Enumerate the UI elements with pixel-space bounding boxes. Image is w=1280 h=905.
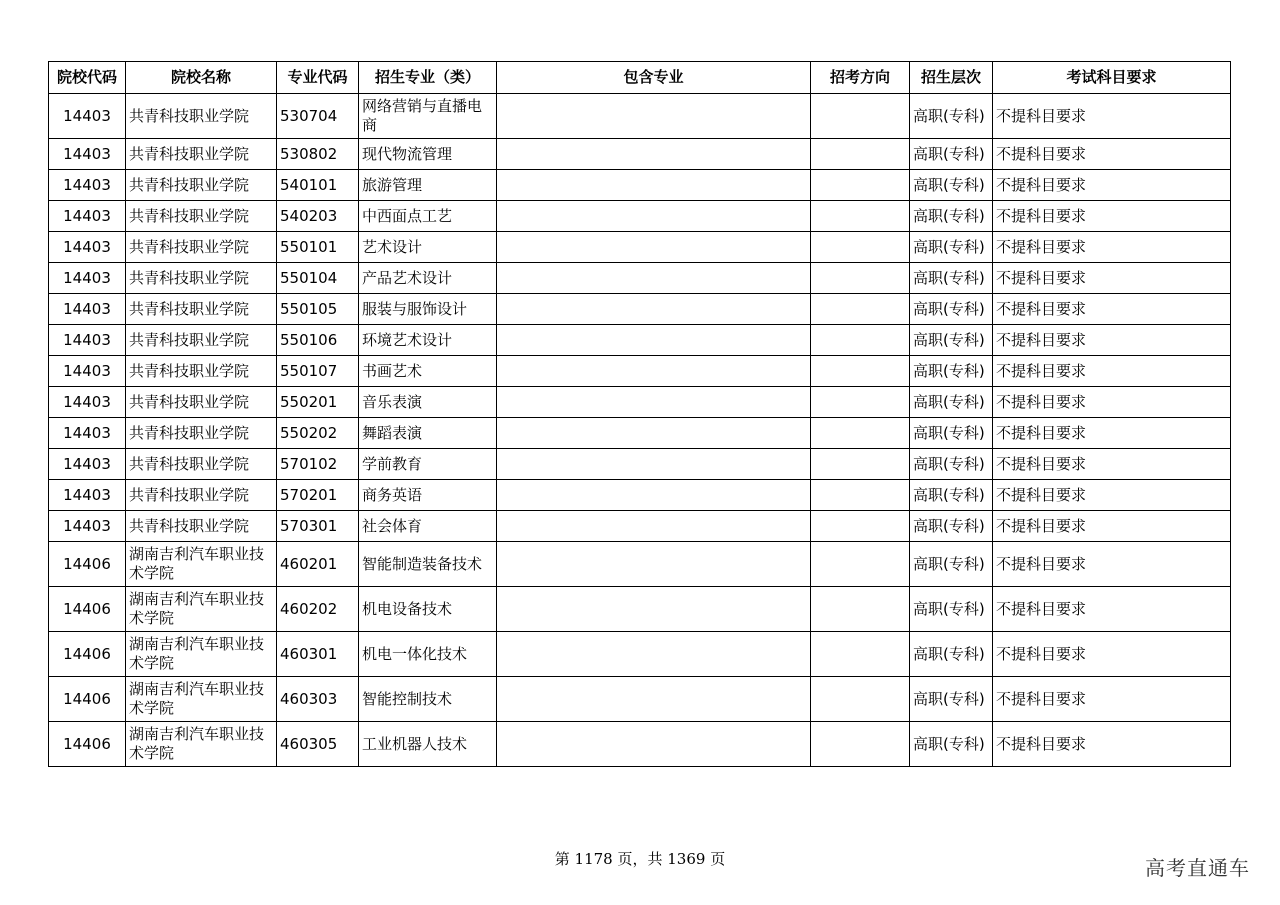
cell-includes	[497, 232, 811, 263]
table-row	[49, 418, 1231, 449]
cell-major-code: 530704	[277, 94, 359, 139]
header-school-name: 院校名称	[126, 62, 277, 94]
cell-includes	[497, 632, 811, 677]
cell-includes	[497, 480, 811, 511]
cell-requirement: 不提科目要求	[993, 232, 1231, 263]
cell-requirement: 不提科目要求	[993, 632, 1231, 677]
cell-major-code: 550104	[277, 263, 359, 294]
cell-major: 网络营销与直播电商	[359, 94, 497, 139]
cell-school-code: 14406	[49, 677, 126, 722]
header-school-code: 院校代码	[49, 62, 126, 94]
cell-major-code: 550202	[277, 418, 359, 449]
cell-requirement: 不提科目要求	[993, 325, 1231, 356]
cell-school-name: 湖南吉利汽车职业技术学院	[126, 542, 277, 587]
cell-major-code: 460202	[277, 587, 359, 632]
table-row	[49, 677, 1231, 722]
watermark: 高考直通车	[1145, 856, 1250, 880]
page-number: 第 1178 页，共 1369 页	[554, 850, 726, 868]
cell-direction	[811, 418, 910, 449]
cell-direction	[811, 511, 910, 542]
cell-requirement: 不提科目要求	[993, 480, 1231, 511]
cell-includes	[497, 139, 811, 170]
cell-level: 高职(专科)	[910, 139, 993, 170]
cell-direction	[811, 387, 910, 418]
cell-direction	[811, 294, 910, 325]
cell-level: 高职(专科)	[910, 294, 993, 325]
cell-level: 高职(专科)	[910, 387, 993, 418]
cell-school-name: 共青科技职业学院	[126, 325, 277, 356]
cell-major-code: 530802	[277, 139, 359, 170]
cell-major-code: 460301	[277, 632, 359, 677]
cell-major: 智能制造装备技术	[359, 542, 497, 587]
cell-major-code: 550107	[277, 356, 359, 387]
cell-direction	[811, 632, 910, 677]
cell-major: 社会体育	[359, 511, 497, 542]
cell-school-code: 14403	[49, 294, 126, 325]
cell-includes	[497, 677, 811, 722]
cell-requirement: 不提科目要求	[993, 722, 1231, 767]
cell-includes	[497, 449, 811, 480]
cell-includes	[497, 325, 811, 356]
cell-requirement: 不提科目要求	[993, 449, 1231, 480]
cell-requirement: 不提科目要求	[993, 201, 1231, 232]
table-row	[49, 722, 1231, 767]
cell-level: 高职(专科)	[910, 722, 993, 767]
cell-direction	[811, 356, 910, 387]
cell-major-code: 540101	[277, 170, 359, 201]
cell-direction	[811, 542, 910, 587]
cell-school-code: 14403	[49, 480, 126, 511]
cell-level: 高职(专科)	[910, 511, 993, 542]
table-row	[49, 356, 1231, 387]
cell-school-code: 14403	[49, 170, 126, 201]
cell-includes	[497, 356, 811, 387]
table-row	[49, 170, 1231, 201]
cell-level: 高职(专科)	[910, 632, 993, 677]
table-row	[49, 232, 1231, 263]
cell-includes	[497, 263, 811, 294]
cell-school-name: 共青科技职业学院	[126, 387, 277, 418]
cell-direction	[811, 449, 910, 480]
header-direction: 招考方向	[811, 62, 910, 94]
cell-major: 音乐表演	[359, 387, 497, 418]
cell-school-name: 共青科技职业学院	[126, 94, 277, 139]
cell-major: 书画艺术	[359, 356, 497, 387]
cell-requirement: 不提科目要求	[993, 387, 1231, 418]
cell-school-name: 共青科技职业学院	[126, 263, 277, 294]
cell-school-code: 14406	[49, 542, 126, 587]
cell-direction	[811, 587, 910, 632]
table-row	[49, 632, 1231, 677]
table-row	[49, 387, 1231, 418]
cell-major: 产品艺术设计	[359, 263, 497, 294]
admissions-table	[48, 61, 1231, 767]
table-row	[49, 542, 1231, 587]
cell-major: 机电设备技术	[359, 587, 497, 632]
cell-major: 舞蹈表演	[359, 418, 497, 449]
cell-major-code: 550105	[277, 294, 359, 325]
cell-school-code: 14403	[49, 94, 126, 139]
header-includes: 包含专业	[497, 62, 811, 94]
table-row	[49, 263, 1231, 294]
cell-school-code: 14406	[49, 587, 126, 632]
cell-direction	[811, 480, 910, 511]
cell-major-code: 460201	[277, 542, 359, 587]
cell-major: 商务英语	[359, 480, 497, 511]
cell-major-code: 460303	[277, 677, 359, 722]
cell-direction	[811, 325, 910, 356]
cell-major: 服装与服饰设计	[359, 294, 497, 325]
cell-major: 旅游管理	[359, 170, 497, 201]
cell-includes	[497, 511, 811, 542]
cell-school-code: 14406	[49, 632, 126, 677]
cell-school-code: 14403	[49, 325, 126, 356]
cell-major: 现代物流管理	[359, 139, 497, 170]
cell-major: 艺术设计	[359, 232, 497, 263]
cell-school-name: 共青科技职业学院	[126, 201, 277, 232]
cell-school-code: 14403	[49, 511, 126, 542]
cell-major-code: 550106	[277, 325, 359, 356]
cell-level: 高职(专科)	[910, 201, 993, 232]
table-row	[49, 201, 1231, 232]
cell-school-name: 共青科技职业学院	[126, 294, 277, 325]
cell-includes	[497, 201, 811, 232]
cell-includes	[497, 387, 811, 418]
cell-direction	[811, 263, 910, 294]
cell-major: 工业机器人技术	[359, 722, 497, 767]
cell-direction	[811, 677, 910, 722]
cell-direction	[811, 232, 910, 263]
table-row	[49, 511, 1231, 542]
cell-includes	[497, 418, 811, 449]
cell-requirement: 不提科目要求	[993, 587, 1231, 632]
table-row	[49, 94, 1231, 139]
cell-major-code: 550101	[277, 232, 359, 263]
table-row	[49, 587, 1231, 632]
header-row	[49, 62, 1231, 94]
cell-major: 学前教育	[359, 449, 497, 480]
cell-school-name: 湖南吉利汽车职业技术学院	[126, 722, 277, 767]
cell-major-code: 570102	[277, 449, 359, 480]
cell-major-code: 460305	[277, 722, 359, 767]
cell-requirement: 不提科目要求	[993, 356, 1231, 387]
cell-direction	[811, 170, 910, 201]
cell-school-code: 14403	[49, 232, 126, 263]
cell-level: 高职(专科)	[910, 418, 993, 449]
table-row	[49, 325, 1231, 356]
header-major-code: 专业代码	[277, 62, 359, 94]
cell-school-code: 14403	[49, 356, 126, 387]
cell-school-code: 14403	[49, 387, 126, 418]
cell-level: 高职(专科)	[910, 263, 993, 294]
cell-major: 环境艺术设计	[359, 325, 497, 356]
header-level: 招生层次	[910, 62, 993, 94]
cell-major: 机电一体化技术	[359, 632, 497, 677]
cell-school-name: 共青科技职业学院	[126, 449, 277, 480]
table-row	[49, 480, 1231, 511]
cell-school-name: 共青科技职业学院	[126, 418, 277, 449]
cell-requirement: 不提科目要求	[993, 418, 1231, 449]
cell-level: 高职(专科)	[910, 480, 993, 511]
cell-direction	[811, 722, 910, 767]
cell-direction	[811, 201, 910, 232]
table-body	[49, 94, 1231, 767]
cell-major-code: 570201	[277, 480, 359, 511]
cell-requirement: 不提科目要求	[993, 542, 1231, 587]
cell-major: 中西面点工艺	[359, 201, 497, 232]
cell-level: 高职(专科)	[910, 587, 993, 632]
cell-direction	[811, 94, 910, 139]
cell-level: 高职(专科)	[910, 356, 993, 387]
cell-requirement: 不提科目要求	[993, 139, 1231, 170]
header-requirement: 考试科目要求	[993, 62, 1231, 94]
cell-requirement: 不提科目要求	[993, 677, 1231, 722]
cell-school-code: 14403	[49, 263, 126, 294]
cell-level: 高职(专科)	[910, 94, 993, 139]
cell-school-name: 湖南吉利汽车职业技术学院	[126, 632, 277, 677]
cell-school-code: 14403	[49, 139, 126, 170]
cell-major-code: 540203	[277, 201, 359, 232]
cell-level: 高职(专科)	[910, 325, 993, 356]
cell-level: 高职(专科)	[910, 449, 993, 480]
cell-requirement: 不提科目要求	[993, 94, 1231, 139]
table-row	[49, 449, 1231, 480]
cell-school-code: 14406	[49, 722, 126, 767]
cell-major: 智能控制技术	[359, 677, 497, 722]
cell-level: 高职(专科)	[910, 542, 993, 587]
cell-includes	[497, 542, 811, 587]
cell-school-name: 共青科技职业学院	[126, 480, 277, 511]
cell-school-name: 共青科技职业学院	[126, 139, 277, 170]
cell-requirement: 不提科目要求	[993, 170, 1231, 201]
cell-school-code: 14403	[49, 418, 126, 449]
cell-requirement: 不提科目要求	[993, 294, 1231, 325]
cell-major-code: 550201	[277, 387, 359, 418]
cell-school-name: 湖南吉利汽车职业技术学院	[126, 677, 277, 722]
cell-includes	[497, 587, 811, 632]
header-major: 招生专业（类）	[359, 62, 497, 94]
cell-requirement: 不提科目要求	[993, 263, 1231, 294]
cell-direction	[811, 139, 910, 170]
cell-school-name: 共青科技职业学院	[126, 170, 277, 201]
cell-includes	[497, 94, 811, 139]
cell-includes	[497, 294, 811, 325]
cell-school-name: 共青科技职业学院	[126, 232, 277, 263]
cell-major-code: 570301	[277, 511, 359, 542]
table-row	[49, 139, 1231, 170]
cell-requirement: 不提科目要求	[993, 511, 1231, 542]
cell-school-name: 共青科技职业学院	[126, 356, 277, 387]
cell-level: 高职(专科)	[910, 677, 993, 722]
cell-school-code: 14403	[49, 449, 126, 480]
cell-school-name: 共青科技职业学院	[126, 511, 277, 542]
cell-school-code: 14403	[49, 201, 126, 232]
cell-school-name: 湖南吉利汽车职业技术学院	[126, 587, 277, 632]
table-row	[49, 294, 1231, 325]
cell-level: 高职(专科)	[910, 170, 993, 201]
cell-includes	[497, 170, 811, 201]
cell-includes	[497, 722, 811, 767]
cell-level: 高职(专科)	[910, 232, 993, 263]
